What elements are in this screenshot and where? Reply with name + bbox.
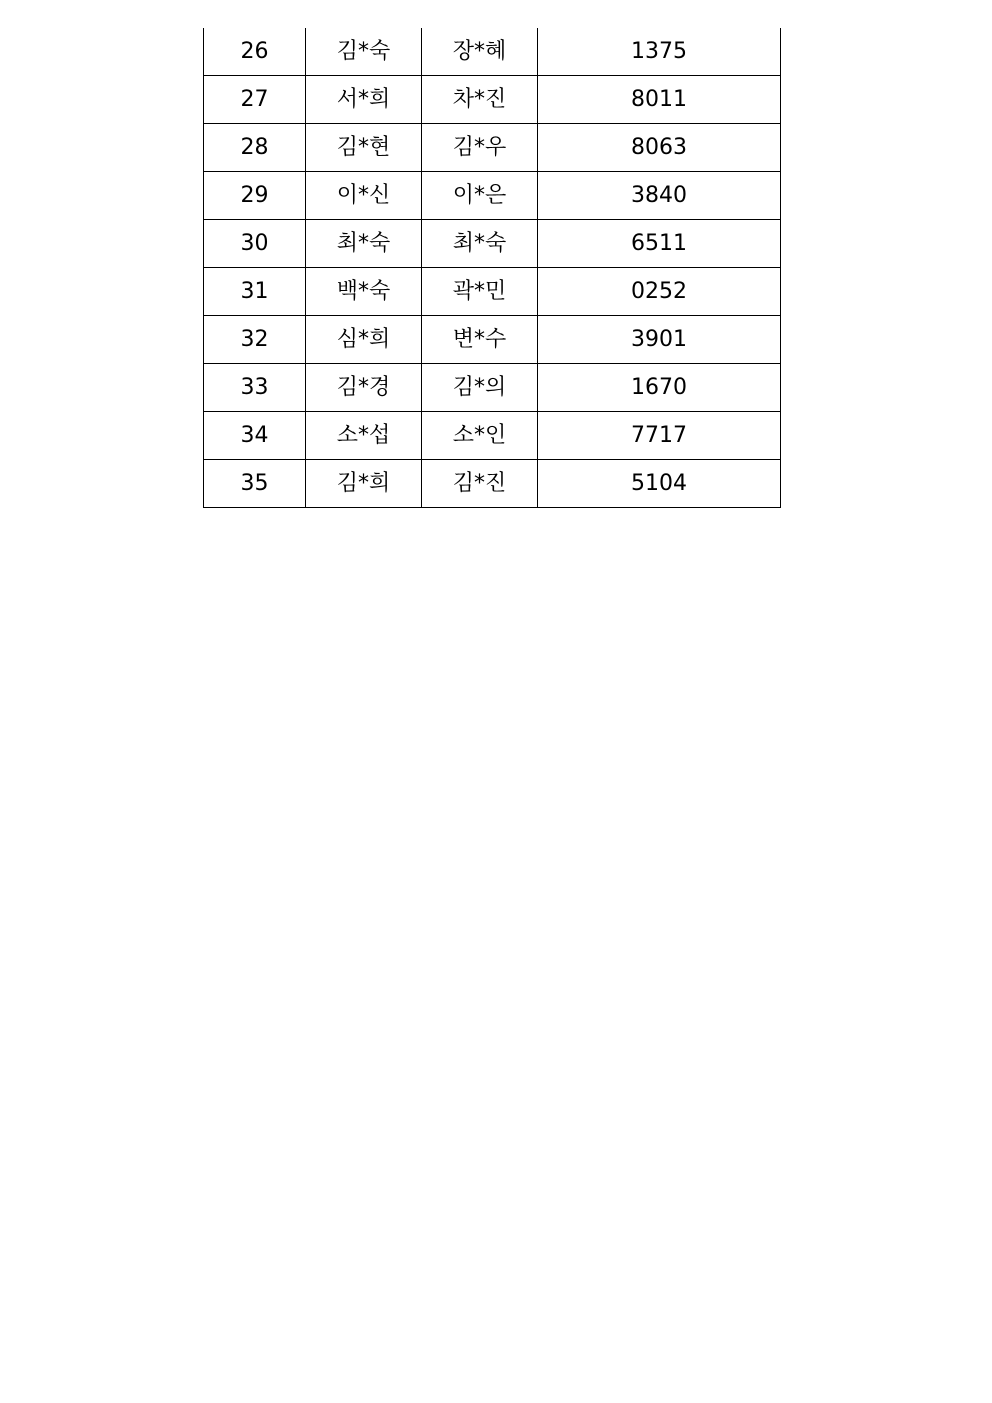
code-cell: 8011 — [538, 76, 781, 124]
name-b-cell: 이*은 — [422, 172, 538, 220]
table-row — [204, 220, 781, 268]
table-row — [204, 76, 781, 124]
roster-table — [203, 28, 781, 508]
code-cell: 1375 — [538, 28, 781, 76]
row-number-cell: 34 — [204, 412, 306, 460]
name-a-cell: 김*경 — [306, 364, 422, 412]
row-number-cell: 32 — [204, 316, 306, 364]
table-row — [204, 364, 781, 412]
name-a-cell: 이*신 — [306, 172, 422, 220]
table-row — [204, 172, 781, 220]
code-cell: 5104 — [538, 460, 781, 508]
row-number-cell: 35 — [204, 460, 306, 508]
name-b-cell: 소*인 — [422, 412, 538, 460]
table-row — [204, 460, 781, 508]
table-row — [204, 268, 781, 316]
roster-table-body — [204, 28, 781, 508]
name-a-cell: 심*희 — [306, 316, 422, 364]
table-row — [204, 124, 781, 172]
table-row — [204, 412, 781, 460]
table-row — [204, 28, 781, 76]
row-number-cell: 28 — [204, 124, 306, 172]
code-cell: 8063 — [538, 124, 781, 172]
name-b-cell: 최*숙 — [422, 220, 538, 268]
name-b-cell: 김*우 — [422, 124, 538, 172]
code-cell: 1670 — [538, 364, 781, 412]
name-a-cell: 백*숙 — [306, 268, 422, 316]
code-cell: 3840 — [538, 172, 781, 220]
code-cell: 3901 — [538, 316, 781, 364]
name-b-cell: 장*혜 — [422, 28, 538, 76]
code-cell: 0252 — [538, 268, 781, 316]
name-b-cell: 차*진 — [422, 76, 538, 124]
code-cell: 6511 — [538, 220, 781, 268]
name-a-cell: 소*섭 — [306, 412, 422, 460]
row-number-cell: 26 — [204, 28, 306, 76]
row-number-cell: 27 — [204, 76, 306, 124]
row-number-cell: 29 — [204, 172, 306, 220]
code-cell: 7717 — [538, 412, 781, 460]
name-a-cell: 김*희 — [306, 460, 422, 508]
name-b-cell: 변*수 — [422, 316, 538, 364]
row-number-cell: 31 — [204, 268, 306, 316]
name-a-cell: 김*숙 — [306, 28, 422, 76]
name-b-cell: 곽*민 — [422, 268, 538, 316]
name-b-cell: 김*의 — [422, 364, 538, 412]
table-row — [204, 316, 781, 364]
name-b-cell: 김*진 — [422, 460, 538, 508]
row-number-cell: 30 — [204, 220, 306, 268]
row-number-cell: 33 — [204, 364, 306, 412]
name-a-cell: 최*숙 — [306, 220, 422, 268]
name-a-cell: 김*현 — [306, 124, 422, 172]
name-a-cell: 서*희 — [306, 76, 422, 124]
